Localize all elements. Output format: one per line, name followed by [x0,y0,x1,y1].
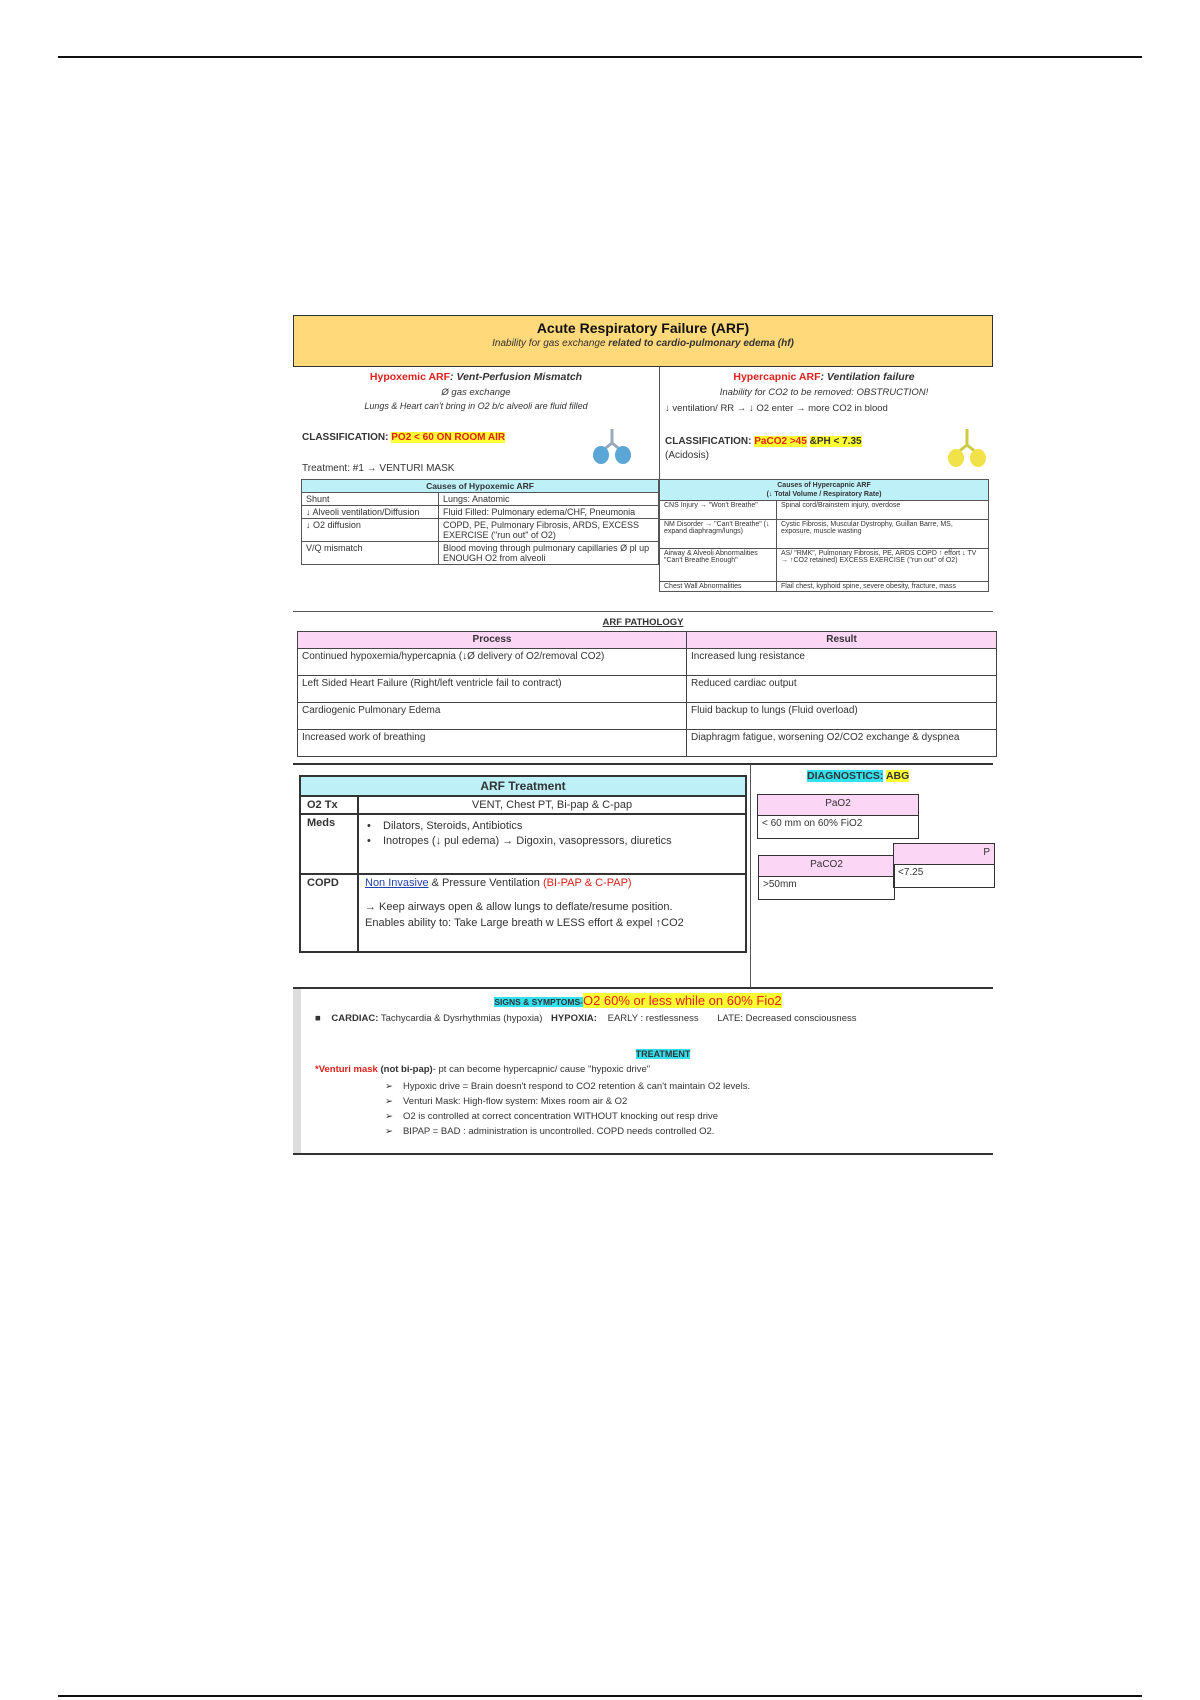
sheet-bottom-border [293,1153,993,1155]
hypox-classification [302,432,505,443]
list-item: ➢ O2 is controlled at correct concentration WITHOUT knocking out resp drive [385,1109,750,1124]
hypercap-class-value2: &PH < 7.35 [809,436,862,447]
pathology-title: ARF PATHOLOGY [602,617,684,628]
detail-cell: AS/ "RMK", Pulmonary Fibrosis, PE, ARDS COPD ↑ effort ↓ TV → ↑CO2 retained) EXCESS EXERCISE ("run out" of O2) [777,549,989,582]
detail-cell: Lungs: Anatomic [439,493,659,506]
detail-cell: Flail chest, kyphoid spine, severe obesity, fracture, mass [777,582,989,592]
result-cell: Reduced cardiac output [687,676,997,703]
meds-label: Meds [300,814,358,874]
table-row [302,493,659,506]
result-cell: Fluid backup to lungs (Fluid overload) [687,703,997,730]
table-row [298,676,997,703]
col-result: Result [687,632,997,649]
ph-box [893,843,995,888]
signs-margin [293,989,301,1155]
copd-label: COPD [300,874,358,952]
cause-cell: Airway & Alveoli Abnormalities "Can't Breathe Enough" [660,549,777,582]
table-row [298,703,997,730]
sheet-subtitle [294,338,992,349]
diagnostics-label: DIAGNOSTICS: [807,770,884,782]
hypox-label: Hypoxemic ARF [369,371,451,383]
process-cell: Increased work of breathing [298,730,687,757]
cause-cell: NM Disorder → "Can't Breathe" (↓ expand diaphragm/lungs) [660,520,777,549]
hypercap-acidosis: (Acidosis) [665,450,709,461]
process-cell: Continued hypoxemia/hypercapnia (↓Ø delivery of O2/removal CO2) [298,649,687,676]
signs-line: ■ CARDIAC: Tachycardia & Dysrhythmias (hypoxia) HYPOXIA: EARLY : restlessness LATE: Decreased consciousness [315,1013,857,1024]
pathology-table [297,631,997,757]
cardiac-label: CARDIAC: [331,1013,379,1024]
signs-highlight: O2 60% or less while on 60% Fio2 [582,993,782,1008]
ph-head: P [894,844,994,865]
pao2-box [757,794,919,839]
treatment-table [299,775,747,953]
hypercap-label: Hypercapnic ARF [733,371,821,383]
hypox-heading [293,371,659,383]
bottom-treatment-heading [293,1048,1033,1060]
table-row [302,519,659,542]
pao2-value: < 60 mm on 60% FiO2 [762,818,863,829]
title-band [293,315,993,367]
signs-label: SIGNS & SYMPTOMS- [494,997,583,1007]
cause-cell: Shunt [302,493,439,506]
hypercap-causes-header [660,480,989,501]
hypercap-causes-sub: (↓ Total Volume / Respiratory Rate) [766,491,882,498]
detail-cell: Spinal cord/Brainstem injury, overdose [777,501,989,520]
detail-cell: Fluid Filled: Pulmonary edema/CHF, Pneumonia [439,506,659,519]
list-item: ➢ Venturi Mask: High-flow system: Mixes room air & O2 [385,1094,750,1109]
hypercap-label-rest: : Ventilation failure [820,371,915,383]
copd-cell [358,874,746,952]
col-process: Process [298,632,687,649]
pao2-head: PaO2 [758,795,918,816]
copd-line2: → Keep airways open & allow lungs to deflate/resume position. [365,901,673,913]
ph-value: <7.25 [898,867,924,878]
sheet-title: Acute Respiratory Failure (ARF) [536,320,750,336]
copd-link: Non Invasive [365,877,429,889]
table-row [300,814,746,874]
table-row [300,874,746,952]
table-row [298,649,997,676]
bottom-treatment-label: TREATMENT [635,1049,691,1059]
hypox-label-rest: : Vent-Perfusion Mismatch [450,371,583,383]
hypercap-heading [659,371,989,383]
diagnostics-heading [807,770,909,782]
hypoxia-label: HYPOXIA: [551,1013,597,1024]
subtitle-bold: related to cardio-pulmonary edema (hf) [608,338,794,349]
signs-heading [293,993,983,1008]
hypercap-class-value1: PaCO2 >45 [754,436,807,447]
process-cell: Left Sided Heart Failure (Right/left ventricle fail to contract) [298,676,687,703]
hypercap-causes-table [659,479,989,592]
hypercap-classification [665,436,862,447]
hypercap-line2: ↓ ventilation/ RR → ↓ O2 enter → more CO2 in blood [665,403,888,414]
meds-item-1: • Dilators, Steroids, Antibiotics [365,820,739,832]
hypox-class-label: CLASSIFICATION: [302,432,389,443]
table-row [302,506,659,519]
table-row [660,549,989,582]
paco2-box [758,855,895,900]
abg-label: ABG [885,770,910,782]
table-row [300,796,746,814]
table-row [660,501,989,520]
cause-cell: ↓ O2 diffusion [302,519,439,542]
pathology-divider [293,611,993,612]
table-row [298,730,997,757]
venturi-bold: (not bi-pap) [377,1064,433,1075]
subtitle-plain: Inability for gas exchange [492,338,609,349]
bottom-rule [58,1695,1142,1697]
hypox-causes-title: Causes of Hypoxemic ARF [302,480,659,493]
hypercap-line1: Inability for CO2 to be removed: OBSTRUCTION! [719,387,929,398]
cause-cell: CNS Injury → "Won't Breathe" [660,501,777,520]
o2-label: O2 Tx [300,796,358,814]
detail-cell: Blood moving through pulmonary capillaries Ø pl up ENOUGH O2 from alveoli [439,542,659,565]
signs-divider [293,987,993,989]
table-row [660,582,989,592]
detail-cell: COPD, PE, Pulmonary Fibrosis, ARDS, EXCESS EXERCISE ("run out" of O2) [439,519,659,542]
list-item: ➢ BIPAP = BAD : administration is uncontrolled. COPD needs controlled O2. [385,1124,750,1139]
result-cell: Diaphragm fatigue, worsening O2/CO2 exchange & dyspnea [687,730,997,757]
venturi-red: *Venturi mask [315,1064,378,1075]
hypox-causes-table [301,479,659,565]
meds-item-2: • Inotropes (↓ pul edema) → Digoxin, vasopressors, diuretics [365,835,739,847]
list-item: ➢ Hypoxic drive = Brain doesn't respond to CO2 retention & can't maintain O2 levels. [385,1079,750,1094]
o2-value: VENT, Chest PT, Bi-pap & C-pap [358,796,746,814]
lungs-icon [588,427,636,467]
hypox-line2: Lungs & Heart can't bring in O2 b/c alveoli are fluid filled [364,401,588,411]
treatment-title: ARF Treatment [300,776,746,796]
meds-cell [358,814,746,874]
result-cell: Increased lung resistance [687,649,997,676]
process-cell: Cardiogenic Pulmonary Edema [298,703,687,730]
copd-red: (BI-PAP & C-PAP) [542,877,632,889]
arf-study-sheet [293,315,990,1155]
hypox-line1: Ø gas exchange [441,387,511,398]
detail-cell: Cystic Fibrosis, Muscular Dystrophy, Guillan Barre, MS, exposure, muscle wasting [777,520,989,549]
cause-cell: V/Q mismatch [302,542,439,565]
hypoxia-late: LATE: Decreased consciousness [717,1013,857,1024]
lungs-icon-2 [943,427,991,471]
paco2-head: PaCO2 [759,856,894,877]
hypoxia-early: EARLY : restlessness [607,1013,699,1024]
hypox-treatment: Treatment: #1 → VENTURI MASK [302,463,455,474]
top-rule [58,56,1142,58]
hypox-class-value: PO2 < 60 ON ROOM AIR [391,432,506,443]
hypercap-class-label: CLASSIFICATION: [665,436,752,447]
copd-line3: Enables ability to: Take Large breath w LESS effort & expel ↑CO2 [365,917,684,929]
table-row [660,520,989,549]
treatment-divider [293,763,993,765]
venturi-line [315,1064,650,1075]
venturi-bullets [385,1079,750,1139]
diag-divider [750,765,751,987]
table-row [302,542,659,565]
copd-text: & Pressure Ventilation [428,877,543,889]
venturi-rest: - pt can become hypercapnic/ cause "hypoxic drive" [432,1064,651,1075]
paco2-value: >50mm [763,879,797,890]
hypercap-causes-title: Causes of Hypercapnic ARF [777,482,871,489]
cause-cell: ↓ Alveoli ventilation/Diffusion [302,506,439,519]
cardiac-text: Tachycardia & Dysrhythmias (hypoxia) [380,1013,543,1024]
cause-cell: Chest Wall Abnormalities [660,582,777,592]
